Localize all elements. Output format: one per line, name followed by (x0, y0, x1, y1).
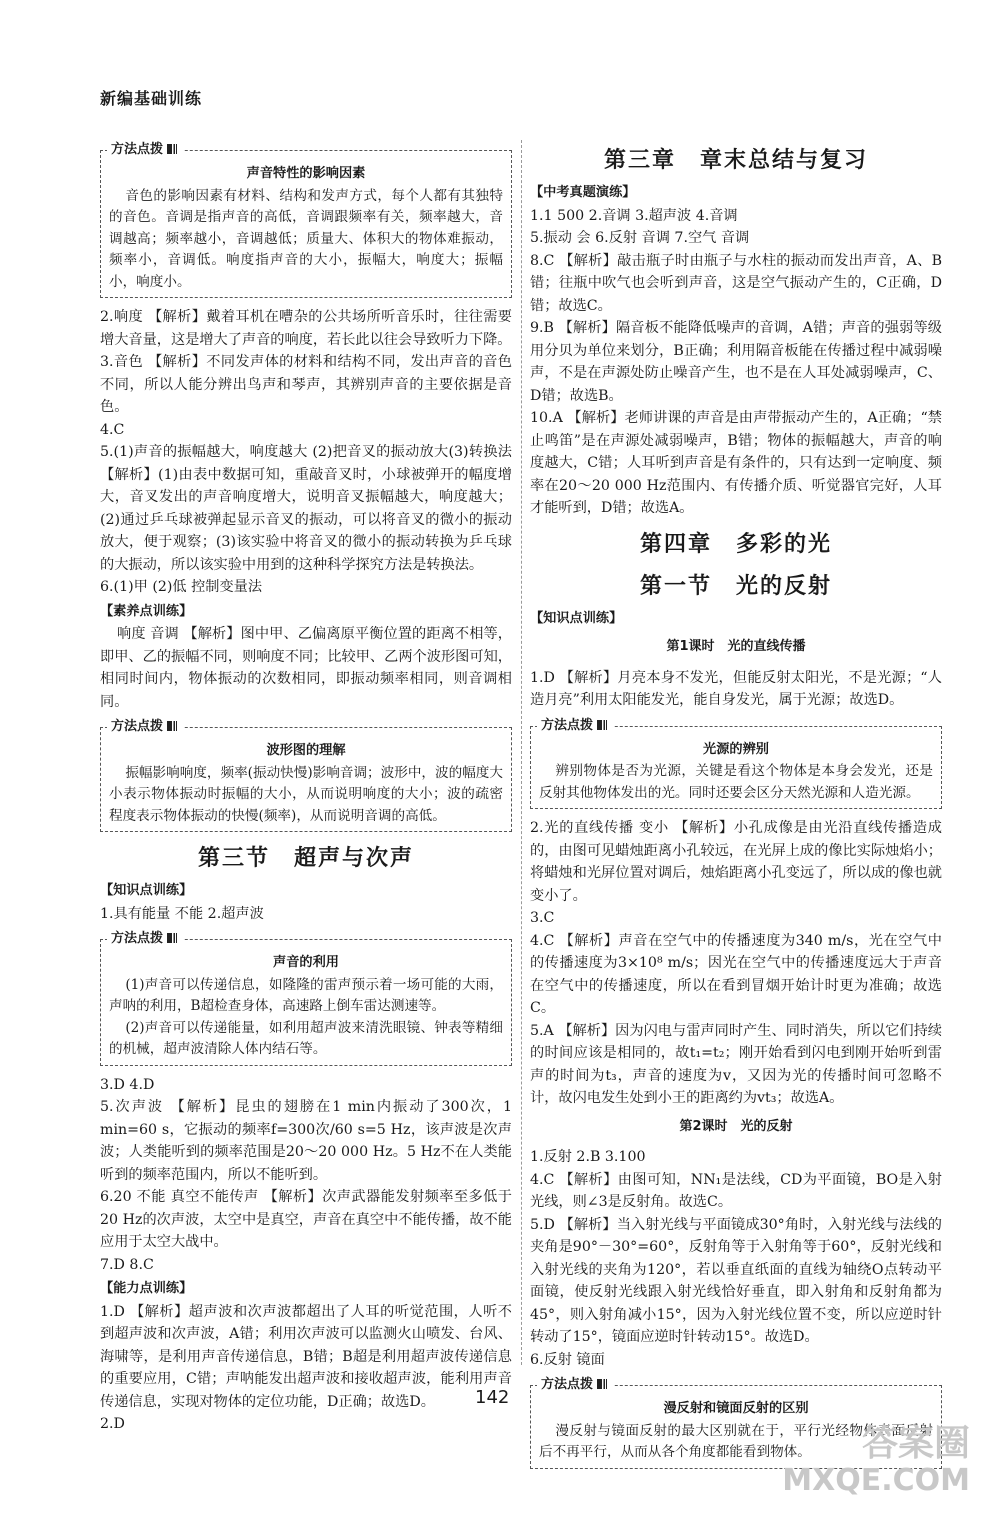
answer-item: 1.反射 2.B 3.100 (530, 1149, 646, 1165)
answer-item: 1.D 【解析】月亮本身不发光，但能反射太阳光，不是光源；“人造月亮”利用太阳能发光，能自身发光，属于光源；故选D。 (530, 669, 942, 708)
tip-label: 方法点拨 (107, 717, 183, 737)
section-heading: 第三节 超声与次声 (197, 845, 414, 871)
method-tip-box (100, 719, 512, 832)
answer-item: 3.D 4.D (100, 1076, 155, 1093)
speaker-icon (167, 721, 179, 731)
answer-item: 4.C (100, 421, 125, 438)
answer-item: 2.光的直线传播 变小 【解析】小孔成像是由光沿直线传播造成的，由图可见蜡烛距离小孔较远，在光屏上成的像比实际烛焰小；将蜡烛和光屏位置对调后，烛焰距离小孔变远了，所以成的像也就变小了。 (530, 820, 942, 904)
tip-label: 方法点拨 (107, 140, 183, 160)
section-tag: 【素养点训练】 (100, 603, 193, 619)
tip-body: 辨别物体是否为光源，关键是看这个物体是本身会发光，还是反射其他物体发出的光。同时还要会区分天然光源和人造光源。 (539, 763, 933, 801)
answer-item: 1.D 【解析】超声波和次声波都超出了人耳的听觉范围，人听不到超声波和次声波，A错；利用次声波可以监测火山喷发、台风、海啸等，是利用声音传递信息，B错；B超是利用超声波传递信息的重要应用，C错；声呐能发出超声波和接收超声波，能利用声音传递信息，实现对物体的定位功能，D正确；故选D。 (100, 1303, 512, 1410)
tip-label: 方法点拨 (107, 929, 183, 949)
tip-body: 音色的影响因素有材料、结构和发声方式，每个人都有其独特的音色。音调是指声音的高低，音调跟频率有关，频率越大，音调越高；频率越小，音调越低；质量大、体积大的物体难振动，频率小，音调低。响度指声音的大小，振幅大，响度大；振幅小，响度小。 (109, 187, 503, 290)
right-column (530, 136, 942, 1477)
answer-item: 5.D 【解析】当入射光线与平面镜成30°角时，入射光线与法线的夹角是90°－30°=60°，反射角等于入射角等于60°，反射光线和入射光线的夹角为120°，若以垂直纸面的直线为轴绕O点转动平面镜，使反射光线跟入射光线恰好垂直，即入射角和反射角都为45°，则入射角减小15°，因为入射光线位置不变，所以应逆时针转动了15°，镜面应逆时针转动15°。故选D。 (530, 1216, 942, 1345)
tip-body: 振幅影响响度，频率(振动快慢)影响音调；波形中，波的幅度大小表示物体振动时振幅的大小，从而说明响度的大小；波的疏密程度表示物体振动的快慢(频率)，从而说明音调的高低。 (109, 764, 503, 824)
answer-item: 5.次声波 【解析】昆虫的翅膀在1 min内振动了300次，1 min=60 s，它振动的频率f=300次/60 s=5 Hz，该声波是次声波；人类能听到的频率范围是20～20 000 Hz。5 Hz不在人类能听到的频率范围内，所以不能听到。 (100, 1099, 512, 1183)
page-number: 142 (475, 1387, 510, 1408)
watermark-logo (782, 1424, 970, 1498)
tip-label: 方法点拨 (537, 1375, 613, 1395)
answer-item: 7.D 8.C (100, 1256, 154, 1273)
answer-item: 2.响度 【解析】戴着耳机在嘈杂的公共场所听音乐时，往往需要增大音量，这是增大了声音的响度，若长此以往会导致听力下降。 (100, 309, 512, 348)
speaker-icon (597, 1379, 609, 1389)
answer-item: 6.反射 镜面 (530, 1351, 605, 1368)
lesson-heading: 第1课时 光的直线传播 (666, 639, 806, 654)
section-tag: 【能力点训练】 (100, 1281, 193, 1296)
answer-item: 1.具有能量 不能 2.超声波 (100, 905, 264, 922)
lesson-heading: 第2课时 光的反射 (679, 1118, 793, 1134)
tip-body: (1)声音可以传递信息，如隆隆的雷声预示着一场可能的大雨，声呐的利用，B超检查身体，高速路上倒车雷达测速等。 (109, 976, 503, 1014)
section-heading: 第一节 光的反射 (639, 572, 832, 599)
answer-item: 3.音色 【解析】不同发声体的材料和结构不同，发出声音的音色不同，所以人能分辨出鸟声和琴声，其辨别声音的主要依据是音色。 (100, 354, 512, 415)
method-tip-box (100, 142, 512, 298)
tip-title: 光源的辨别 (703, 741, 769, 757)
speaker-icon (167, 933, 179, 943)
answer-item: 5.振动 会 6.反射 音调 7.空气 音调 (530, 230, 750, 246)
left-column (100, 136, 512, 1436)
answer-item: 2.D (100, 1416, 125, 1432)
header-title: 新编基础训练 (100, 89, 203, 108)
column-divider (521, 140, 522, 1365)
answer-item: 1.1 500 2.音调 3.超声波 4.音调 (530, 207, 738, 224)
section-tag: 【知识点训练】 (530, 610, 623, 626)
tip-title: 波形图的理解 (266, 743, 346, 758)
tip-body: 漫反射与镜面反射的最大区别就在于，平行光经物体表面反射后不再平行，从而从各个角度都能看到物体。 (539, 1422, 933, 1460)
section-tag: 【知识点训练】 (100, 883, 193, 898)
answer-item: 5.(1)声音的振幅越大，响度越大 (2)把音叉的振动放大(3)转换法 【解析】(1)由表中数据可知，重敲音叉时，小球被弹开的幅度增大，音叉发出的声音响度增大，说明音叉振幅越大，响度越大；(2)通过乒乓球被弹起显示音叉的振动，可以将音叉的微小的振动放大，便于观察；(3)该实验中将音叉的微小的振动转换为乒乓球的大振动，所以该实验中用到的这种科学探究方法是转换法。 (100, 444, 512, 573)
answer-item: 9.B 【解析】隔音板不能降低噪声的音调，A错；声音的强弱等级用分贝为单位来划分，B正确；利用隔音板能在传播过程中减弱噪声，不是在声源处防止噪音产生，也不是在人耳处减弱噪声，C、D错；故选B。 (530, 320, 942, 404)
watermark-url: MXQE.COM (782, 1463, 970, 1498)
speaker-icon (597, 720, 609, 730)
answer-item: 3.C (530, 910, 555, 926)
section-tag: 【中考真题演练】 (530, 185, 636, 200)
chapter-heading: 第四章 多彩的光 (639, 530, 832, 557)
answer-item: 4.C 【解析】由图可知，NN₁是法线，CD为平面镜，BO是入射光线，则∠3是反射角。故选C。 (530, 1171, 942, 1210)
speaker-icon (167, 144, 179, 154)
tip-body: (2)声音可以传递能量，如利用超声波来清洗眼镜、钟表等精细的机械，超声波清除人体内结石等。 (109, 1019, 503, 1057)
answer-item: 6.(1)甲 (2)低 控制变量法 (100, 579, 263, 595)
answer-item: 8.C 【解析】敲击瓶子时由瓶子与水柱的振动而发出声音，A、B错；往瓶中吹气也会听到声音，这是空气振动产生的，C正确，D错；故选C。 (530, 252, 942, 314)
answer-item: 6.20 不能 真空不能传声 【解析】次声武器能发射频率至多低于20 Hz的次声波，太空中是真空，声音在真空中不能传播，故不能应用于太空大战中。 (100, 1189, 512, 1250)
tip-title: 声音的利用 (273, 955, 339, 970)
answer-item: 5.A 【解析】因为闪电与雷声同时产生、同时消失，所以它们持续的时间应该是相同的，故t₁=t₂；刚开始看到闪电到刚开始听到雷声的时间为t₃，声音的速度为v，又因为光的传播时间可忽略不计，故闪电发生处到小王的距离约为vt₃；故选A。 (530, 1022, 942, 1106)
tip-title: 漫反射和镜面反射的区别 (663, 1401, 809, 1416)
tip-title: 声音特性的影响因素 (246, 166, 366, 181)
tip-label: 方法点拨 (537, 716, 613, 736)
method-tip-box (100, 931, 512, 1066)
method-tip-box (530, 717, 942, 810)
watermark-text: 答案圈 (861, 1423, 970, 1464)
answer-item: 10.A 【解析】老师讲课的声音是由声带振动产生的，A正确；“禁止鸣笛”是在声源处减弱噪声，B错；物体的振幅越大，声音的响度越大，C错；人耳听到声音是有条件的，只有达到一定响度、频率在20～20 000 Hz范围内、有传播介质、听觉器官完好，人耳才能听到，D错；故选A。 (530, 410, 942, 516)
answer-item: 4.C 【解析】声音在空气中的传播速度为340 m/s，光在空气中的传播速度为3×10⁸ m/s；因光在空气中的传播速度远大于声音在空气中的传播速度，所以在看到冒烟开始计时更为准确；故选C。 (530, 932, 942, 1016)
answer-item: 响度 音调 【解析】图中甲、乙偏离原平衡位置的距离不相等，即甲、乙的振幅不同，则响度不同；比较甲、乙两个波形图可知，相同时间内，物体振动的次数相同，即振动频率相同，则音调相同。 (100, 626, 512, 710)
chapter-heading: 第三章 章末总结与复习 (603, 147, 868, 173)
